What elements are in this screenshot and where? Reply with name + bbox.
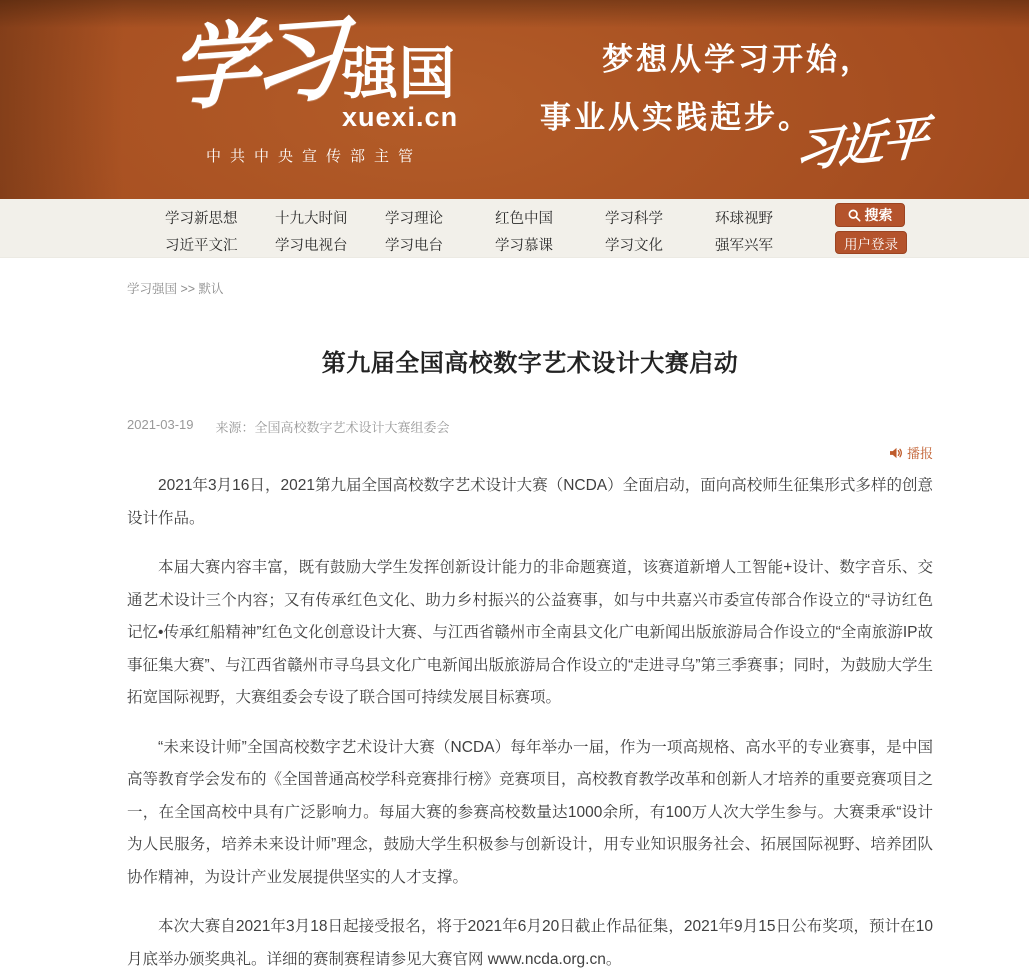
logo-domain-text: xuexi.cn xyxy=(342,102,459,132)
nav-item-wenhui[interactable]: 习近平文汇 xyxy=(165,238,238,254)
signature-calligraphy: 习近平 xyxy=(793,109,929,179)
paragraph-2: 本届大赛内容丰富，既有鼓励大学生发挥创新设计能力的非命题赛道，该赛道新增人工智能+设计、数字音乐、交通艺术设计三个内容；又有传承红色文化、助力乡村振兴的公益赛事，如与中共嘉兴市委宣传部合作设立的“寻访红色记忆•传承红船精神”红色文化创意设计大赛、与江西省赣州市全南县文化广电新闻出版旅游局合作设立的“全南旅游IP故事征集大赛”、与江西省赣州市寻乌县文化广电新闻出版旅游局合作设立的“走进寻乌”第三季赛事；同时，为鼓励大学生拓宽国际视野，大赛组委会专设了联合国可持续发展目标赛项。 xyxy=(127,559,933,706)
logo-subtitle: 中共中央宣传部主管 xyxy=(206,148,423,165)
broadcast-label: 播报 xyxy=(906,446,933,461)
breadcrumb[interactable]: 学习强国 >> 默认 xyxy=(127,282,224,296)
paragraph-4: 本次大赛自2021年3月18日起接受报名，将于2021年6月20日截止作品征集，2021年9月15日公布奖项，预计在10月底举办颁奖典礼。详细的赛制赛程请参见大赛官网 www.ncda.org.cn。 xyxy=(127,918,933,968)
article xyxy=(127,343,933,976)
search-button-label: 搜索 xyxy=(864,207,893,223)
nav-item-dianshitai[interactable]: 学习电视台 xyxy=(275,238,348,254)
search-icon xyxy=(848,209,861,222)
nav-item-lilun[interactable]: 学习理论 xyxy=(385,211,443,227)
nav-row-2 xyxy=(165,234,825,255)
paragraph-1: 2021年3月16日，2021第九届全国高校数字艺术设计大赛（NCDA）全面启动，面向高校师生征集形式多样的创意设计作品。 xyxy=(127,477,933,527)
broadcast-button[interactable] xyxy=(127,443,933,462)
article-source: 来源：全国高校数字艺术设计大赛组委会 xyxy=(215,420,450,435)
nav-item-wenhua[interactable]: 学习文化 xyxy=(605,238,663,254)
user-login-label: 用户登录 xyxy=(844,236,898,252)
slogan-line-1: 梦想从学习开始， xyxy=(602,42,874,78)
site-header xyxy=(0,0,1029,199)
article-date: 2021-03-19 xyxy=(127,417,194,432)
user-login-button[interactable] xyxy=(835,231,907,254)
main-navigation xyxy=(0,199,1029,258)
logo-block-text: 强国 xyxy=(342,42,457,105)
article-meta xyxy=(127,417,933,436)
nav-item-diantai[interactable]: 学习电台 xyxy=(385,238,443,254)
nav-item-kexue[interactable]: 学习科学 xyxy=(605,211,663,227)
slogan-line-2: 事业从实践起步。 xyxy=(540,100,812,136)
article-body xyxy=(127,470,933,976)
nav-item-xinsixiang[interactable]: 学习新思想 xyxy=(165,211,238,227)
logo-calligraphy-text: 学习 xyxy=(166,3,338,125)
search-button[interactable] xyxy=(835,203,905,227)
nav-item-qiangjun[interactable]: 强军兴军 xyxy=(715,238,773,254)
nav-buttons xyxy=(835,203,907,254)
nav-item-huanqiu[interactable]: 环球视野 xyxy=(715,211,773,227)
nav-row-1 xyxy=(165,207,825,228)
paragraph-3: “未来设计师”全国高校数字艺术设计大赛（NCDA）每年举办一届，作为一项高规格、高水平的专业赛事，是中国高等教育学会发布的《全国普通高校学科竞赛排行榜》竞赛项目，高校教育教学改革和创新人才培养的重要竞赛项目之一，在全国高校中具有广泛影响力。每届大赛的参赛高校数量达1000余所，有100万人次大学生参与。大赛秉承“设计为人民服务，培养未来设计师”理念，鼓励大学生积极参与创新设计，用专业知识服务社会、拓展国际视野、培养团队协作精神，为设计产业发展提供坚实的人才支撑。 xyxy=(127,738,934,886)
speaker-icon xyxy=(890,447,903,459)
nav-item-shijiuda[interactable]: 十九大时间 xyxy=(275,211,348,227)
site-logo[interactable] xyxy=(166,3,488,166)
nav-item-muke[interactable]: 学习慕课 xyxy=(495,238,553,254)
article-title: 第九届全国高校数字艺术设计大赛启动 xyxy=(321,350,739,377)
nav-item-hongse[interactable]: 红色中国 xyxy=(495,211,553,227)
